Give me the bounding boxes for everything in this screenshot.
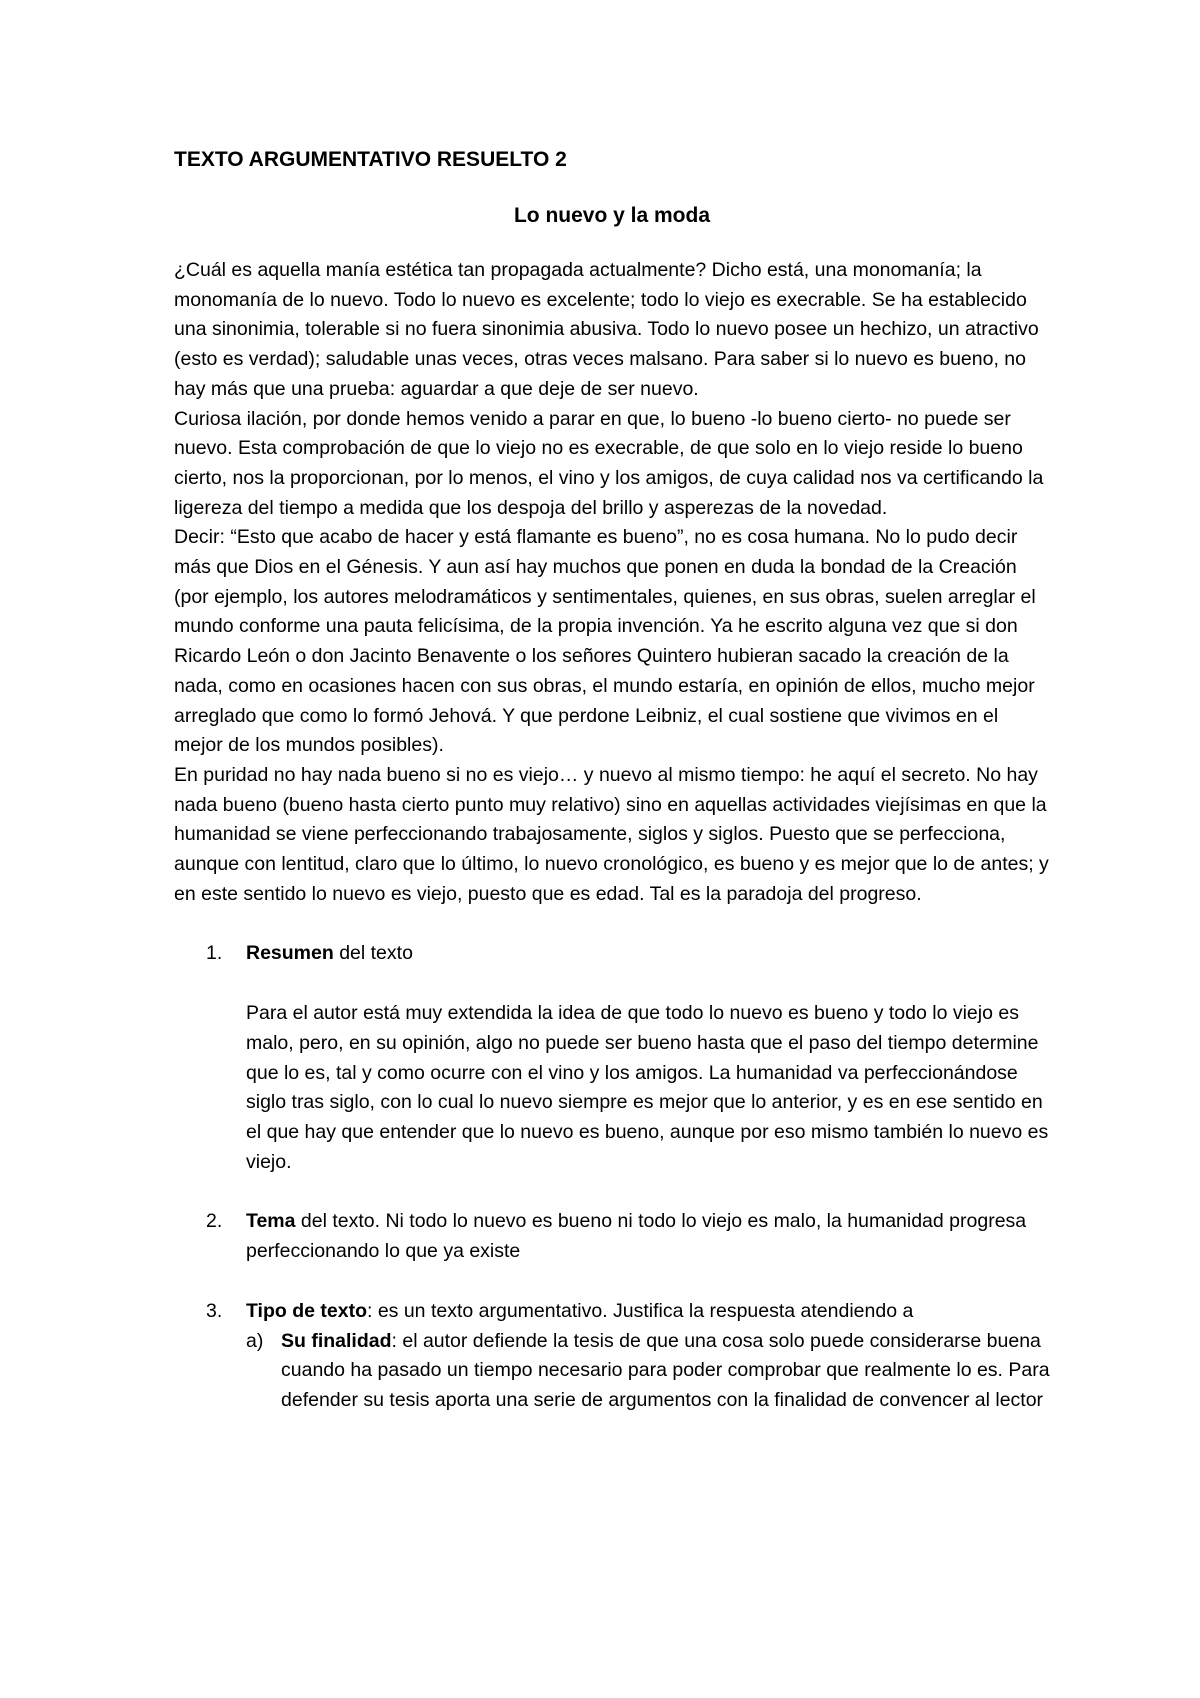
source-text [174, 256, 1050, 909]
question-label-bold: Tema [246, 1210, 296, 1233]
text-title: Lo nuevo y la moda [513, 204, 711, 227]
question-label-rest: : es un texto argumentativo. Justifica la respuesta atendiendo a [366, 1299, 914, 1322]
questions-list [174, 939, 1050, 1415]
question-number: 2. [206, 1210, 223, 1233]
question-item [174, 939, 1050, 1177]
text-paragraph: Decir: “Esto que acabo de hacer y está flamante es bueno”, no es cosa humana. No lo pudo decir más que Dios en el Génesis. Y aun así hay muchos que ponen en duda la bondad de la Creación (por ejemplo, los autores melodramáticos y sentimentales, quienes, en sus obras, suelen arreglar el mundo conforme una pauta felicísima, de la propia invención. Ya he escrito alguna vez que si don Ricardo León o don Jacinto Benavente o los señores Quintero hubieran sacado la creación de la nada, como en ocasiones hacen con sus obras, el mundo estaría, en opinión de ellos, mucho mejor arreglado que como lo formó Jehová. Y que perdone Leibniz, el cual sostiene que vivimos en el mejor de los mundos posibles). [174, 526, 1036, 757]
text-paragraph: En puridad no hay nada bueno si no es viejo… y nuevo al mismo tiempo: he aquí el secreto. No hay nada bueno (bueno hasta cierto punto muy relativo) sino en aquellas actividades viejísimas en que la humanidad se viene perfeccionando trabajosamente, siglos y siglos. Puesto que se perfecciona, aunque con lentitud, claro que lo último, lo nuevo cronológico, es bueno y es mejor que lo de antes; y en este sentido lo nuevo es viejo, puesto que es edad. Tal es la paradoja del progreso. [174, 763, 1049, 905]
sub-question-label-rest: : el autor defiende la tesis de que una cosa solo puede considerarse buena cuando ha pasado un tiempo necesario para poder comprobar que realmente lo es. Para defender su tesis aporta una serie de argumentos con la finalidad de convencer al lector [281, 1329, 1050, 1411]
sub-question-label-bold: Su finalidad [281, 1329, 392, 1352]
question-label-bold: Tipo de texto [246, 1299, 367, 1322]
document-title: TEXTO ARGUMENTATIVO RESUELTO 2 [174, 148, 567, 171]
question-answer: Para el autor está muy extendida la idea de que todo lo nuevo es bueno y todo lo viejo es malo, pero, en su opinión, algo no puede ser bueno hasta que el paso del tiempo determine que lo es, tal y como ocurre con el vino y los amigos. La humanidad va perfeccionándose siglo tras siglo, con lo cual lo nuevo siempre es mejor que lo anterior, y es en ese sentido en el que hay que entender que lo nuevo es bueno, aunque por eso mismo también lo nuevo es viejo. [246, 1002, 1049, 1173]
question-label-bold: Resumen [246, 942, 334, 965]
text-paragraph: ¿Cuál es aquella manía estética tan propagada actualmente? Dicho está, una monomanía; la monomanía de lo nuevo. Todo lo nuevo es excelente; todo lo viejo es execrable. Se ha establecido una sinonimia, tolerable si no fuera sinonimia abusiva. Todo lo nuevo posee un hechizo, un atractivo (esto es verdad); saludable unas veces, otras veces malsano. Para saber si lo nuevo es bueno, no hay más que una prueba: aguardar a que deje de ser nuevo. [174, 259, 1039, 400]
question-item [174, 1297, 1050, 1416]
question-heading [246, 1207, 1050, 1266]
question-heading [246, 1297, 1050, 1327]
question-item [174, 1207, 1050, 1266]
question-number: 1. [206, 942, 223, 965]
sub-question-letter: a) [246, 1329, 264, 1352]
question-label-rest: del texto. Ni todo lo nuevo es bueno ni todo lo viejo es malo, la humanidad progresa perfeccionando lo que ya existe [246, 1210, 1027, 1263]
question-number: 3. [206, 1299, 223, 1322]
question-heading [246, 939, 1050, 969]
question-label-rest: del texto [333, 942, 413, 965]
text-paragraph: Curiosa ilación, por donde hemos venido a parar en que, lo bueno -lo bueno cierto- no puede ser nuevo. Esta comprobación de que lo viejo no es execrable, de que solo en lo viejo reside lo bueno cierto, nos la proporcionan, por lo menos, el vino y los amigos, de cuya calidad nos va certificando la ligereza del tiempo a medida que los despoja del brillo y asperezas de la novedad. [174, 407, 1044, 519]
sub-question-item [246, 1327, 1050, 1416]
